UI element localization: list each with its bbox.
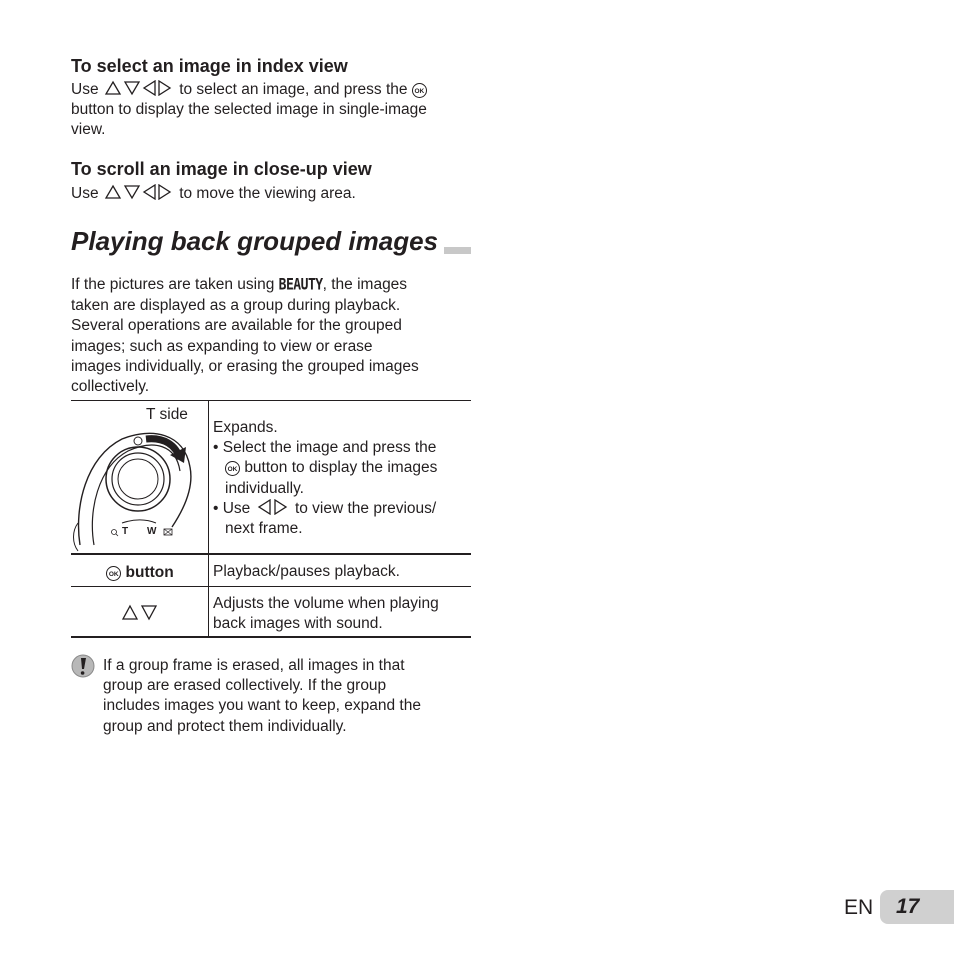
close-up-text: to move the viewing area. [179, 185, 356, 202]
expands-text: Expands. [213, 419, 278, 436]
table-column-divider [208, 400, 209, 638]
intro-text-1b: , the images [322, 276, 408, 293]
index-view-text-3: view. [71, 121, 106, 139]
page-number: 17 [896, 895, 920, 918]
note-text-1: If a group frame is erased, all images in that [103, 657, 405, 674]
playback-description: Playback/pauses playback. [213, 563, 400, 580]
use-label: Use [71, 185, 99, 202]
heading-index-view: To select an image in index view [71, 56, 348, 76]
close-up-paragraph [71, 184, 356, 204]
zoom-w-label: W [147, 526, 157, 537]
t-side-label: T side [146, 406, 188, 423]
table-row-divider [71, 553, 471, 555]
bullet-2-text-2: next frame. [225, 520, 303, 538]
volume-text-1: Adjusts the volume when playing [213, 595, 439, 612]
bullet-2-use: Use [222, 499, 251, 517]
intro-text-3: Several operations are available for the grouped [71, 317, 402, 335]
intro-text-1a: If the pictures are taken using [71, 276, 275, 293]
arrow-pad-icon [103, 80, 175, 96]
caution-note [103, 656, 463, 737]
bullet-1-text: Select the image and press the [222, 439, 437, 457]
note-text-2: group are erased collectively. If the group [103, 677, 387, 695]
ok-button-icon: OK [225, 461, 240, 476]
bullet-2-text: to view the previous/ [294, 499, 437, 517]
table-row-divider [71, 586, 471, 587]
camera-top-icon [72, 427, 208, 553]
section-title: Playing back grouped images [71, 226, 444, 256]
intro-text-5: images individually, or erasing the grouped images [71, 357, 419, 375]
arrow-pad-icon [103, 184, 175, 200]
ok-button-row-label [72, 563, 208, 583]
use-label: Use [71, 81, 99, 98]
note-text-4: group and protect them individually. [103, 717, 347, 735]
index-view-text-2: button to display the selected image in single-image [71, 101, 427, 119]
caution-icon [71, 654, 95, 678]
ok-button-icon: OK [412, 83, 427, 98]
note-text-3: includes images you want to keep, expand the [103, 697, 421, 715]
up-down-arrows-icon [121, 604, 159, 622]
left-right-arrows-icon [255, 499, 291, 515]
intro-text-2: taken are displayed as a group during playback. [71, 297, 401, 315]
table-bottom-rule [71, 636, 471, 638]
index-view-paragraph [71, 80, 471, 141]
ok-button-label: button [125, 564, 174, 581]
bullet-1-text-2: button to display the images [244, 459, 438, 477]
intro-paragraph [71, 275, 471, 397]
intro-text-4: images; such as expanding to view or erase [71, 337, 373, 355]
zoom-t-label: T [122, 526, 129, 537]
volume-text-2: back images with sound. [213, 615, 383, 633]
bullet-1-text-3: individually. [225, 479, 304, 497]
volume-description [213, 594, 469, 634]
beauty-mode-icon: BEAUTY [278, 275, 323, 295]
heading-close-up-view: To scroll an image in close-up view [71, 159, 372, 179]
zoom-lever-illustration [72, 401, 208, 553]
expand-description: Expands. • Select the image and press the OK button to display the images individually. • Use to view the previous/ next frame. [213, 418, 469, 539]
language-label: EN [844, 896, 874, 919]
intro-text-6: collectively. [71, 378, 150, 396]
ok-button-icon: OK [106, 566, 121, 581]
index-view-text-1: to select an image, and press the [179, 81, 408, 98]
